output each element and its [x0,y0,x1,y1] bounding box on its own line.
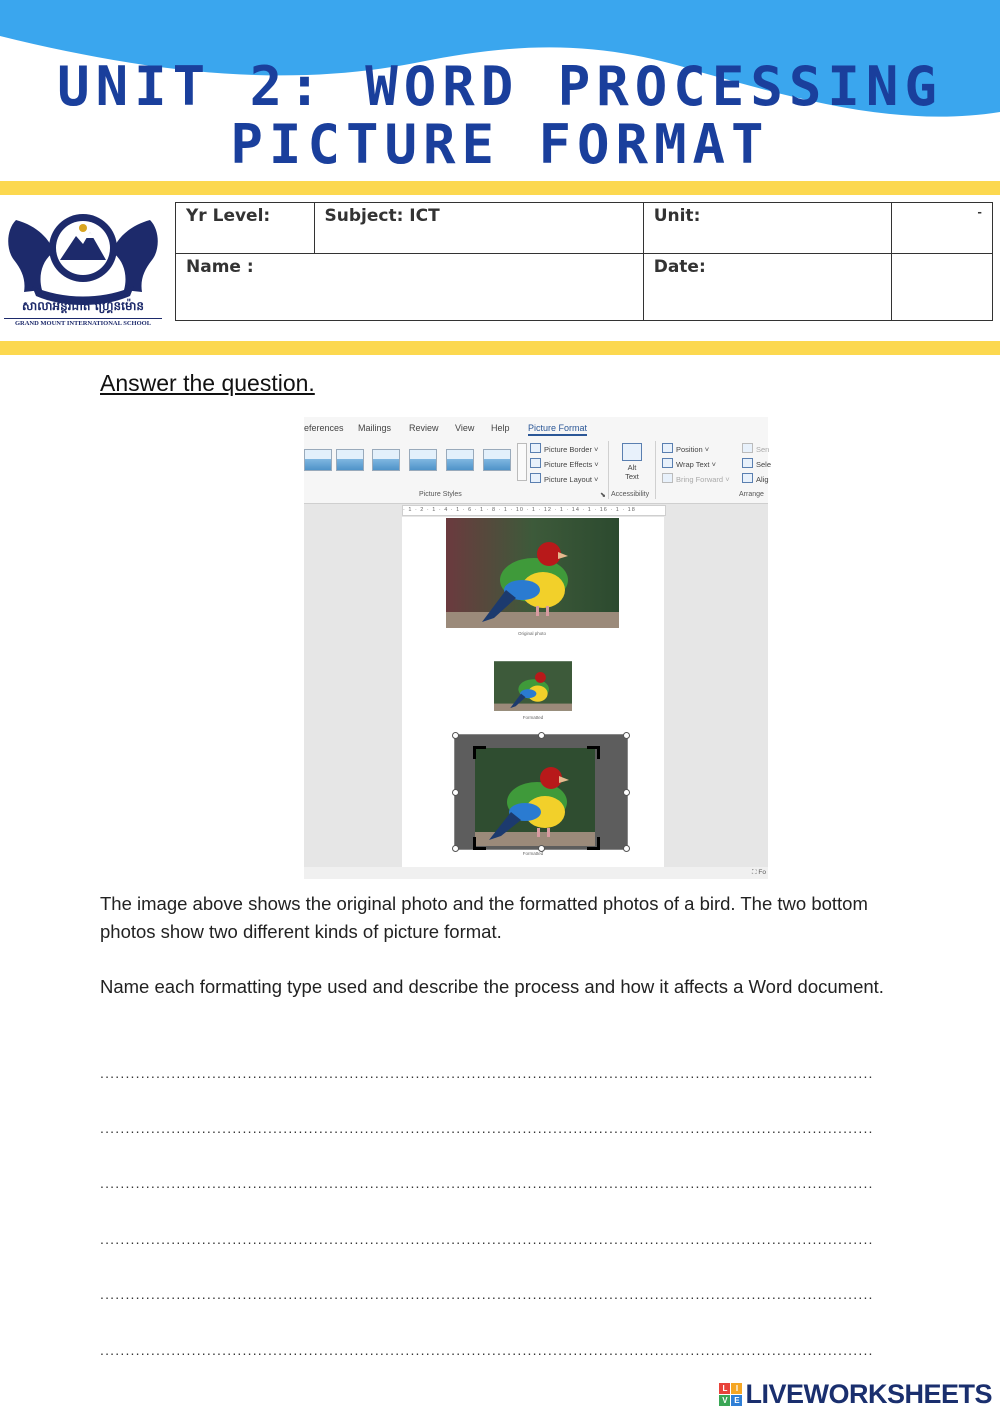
picture-effects-button[interactable]: Picture Effects ˅ [530,458,599,469]
resize-handle[interactable] [623,845,630,852]
picture-style-thumb[interactable] [372,449,400,471]
name-label: Name : [186,257,254,277]
yr-level-label: Yr Level: [186,206,271,226]
liveworksheets-logo-icon: L I V E [719,1383,742,1406]
send-backward-button[interactable]: Sen [742,443,769,454]
group-accessibility: Accessibility [611,491,650,498]
page-title-line-2: PICTURE FORMAT [230,113,770,176]
picture-style-thumb[interactable] [446,449,474,471]
answer-line-6[interactable]: ........................................................................................................................................................ [100,1342,874,1358]
document-ruler: · 1 · 2 · 1 · 4 · 1 · 6 · 1 · 8 · 1 · 10 · 1 · 12 · 1 · 14 · 1 · 16 · 1 · 18 [402,505,666,516]
corner-mark: - [977,206,982,219]
crop-handle[interactable] [473,837,486,850]
tab-review[interactable]: Review [409,423,439,433]
date-label: Date: [653,257,706,277]
caption-original: Original photo [517,631,547,636]
alt-text-icon [622,443,642,461]
description-paragraph: The image above shows the original photo and the formatted photos of a bird. The two bottom photos show two different kinds of picture format. [100,893,868,942]
unit-label: Unit: [653,206,701,226]
student-info-table [175,202,993,321]
resize-handle[interactable] [452,732,459,739]
tab-help[interactable]: Help [491,423,510,433]
group-picture-styles: Picture Styles [419,491,462,498]
answer-line-4[interactable]: ........................................................................................................................................................ [100,1231,874,1247]
name-cell[interactable] [176,254,644,321]
subject-cell [314,203,643,254]
word-screenshot [304,417,772,879]
top-yellow-band [0,181,1000,195]
group-arrange: Arrange [739,491,764,498]
bring-forward-icon [662,473,673,483]
question-paragraph: Name each formatting type used and describe the process and how it affects a Word document. [100,976,884,997]
picture-style-thumb[interactable] [483,449,511,471]
resize-handle[interactable] [623,789,630,796]
picture-layout-button[interactable]: Picture Layout ˅ [530,473,598,484]
resize-handle[interactable] [452,845,459,852]
selection-pane-button[interactable]: Sele [742,458,771,469]
resize-handle[interactable] [623,732,630,739]
tab-mailings[interactable]: Mailings [358,423,392,433]
page-title-line-1: UNIT 2: WORD PROCESSING [57,55,943,118]
bottom-yellow-band [0,341,1000,355]
alt-text-button[interactable]: Alt Text [622,443,642,481]
cropped-bird-photo[interactable] [475,748,595,846]
cropped-photo-frame[interactable] [454,734,628,850]
caption-formatted-1: Formatted [522,715,544,720]
subject-label: Subject: ICT [324,206,440,226]
blank-cell [891,254,992,321]
position-button[interactable]: Position ˅ [662,443,709,454]
answer-line-5[interactable]: ........................................................................................................................................................ [100,1286,874,1302]
caption-formatted-2: Formatted [522,851,544,856]
wrap-text-icon [662,458,673,468]
resize-handle[interactable] [538,732,545,739]
picture-border-button[interactable]: Picture Border ˅ [530,443,598,454]
word-status-bar [304,867,768,879]
liveworksheets-watermark [719,1378,992,1410]
logo-english-text: GRAND MOUNT INTERNATIONAL SCHOOL [4,318,162,327]
tab-references[interactable]: eferences [304,423,344,433]
tab-picture-format[interactable]: Picture Format [528,423,587,436]
selection-pane-icon [742,458,753,468]
picture-style-thumb[interactable] [409,449,437,471]
date-cell[interactable] [643,254,891,321]
logo-khmer-text: សាលាអន្តរជាតិ ហ្គ្រេនម៉ោន [21,299,144,313]
word-ribbon [304,417,772,504]
bring-forward-button[interactable]: Bring Forward ˅ [662,473,730,484]
focus-mode-button[interactable]: ⛶ Fo [752,869,766,876]
dialog-launcher-icon[interactable]: ⬊ [600,492,606,499]
align-icon [742,473,753,483]
answer-line-1[interactable]: ........................................................................................................................................................ [100,1065,874,1081]
answer-line-3[interactable]: ........................................................................................................................................................ [100,1175,874,1191]
document-page [402,517,664,867]
liveworksheets-wordmark: LIVEWORKSHEETS [745,1378,992,1409]
crop-handle[interactable] [587,746,600,759]
resized-bird-photo[interactable] [494,661,572,711]
crop-handle[interactable] [587,837,600,850]
send-backward-icon [742,443,753,453]
corner-cell [891,203,992,254]
original-bird-photo[interactable] [446,518,619,628]
unit-cell[interactable] [643,203,891,254]
position-icon [662,443,673,453]
crop-handle[interactable] [473,746,486,759]
ribbon-divider [655,441,656,499]
answer-line-2[interactable]: ........................................................................................................................................................ [100,1120,874,1136]
align-button[interactable]: Alig [742,473,769,484]
styles-scroll-arrows[interactable] [517,443,527,481]
ribbon-divider [608,441,609,499]
picture-layout-icon [530,473,541,483]
picture-style-thumb[interactable] [304,449,332,471]
picture-effects-icon [530,458,541,468]
wrap-text-button[interactable]: Wrap Text ˅ [662,458,716,469]
resize-handle[interactable] [452,789,459,796]
picture-border-icon [530,443,541,453]
yr-level-cell[interactable] [176,203,315,254]
tab-view[interactable]: View [455,423,475,433]
picture-style-thumb[interactable] [336,449,364,471]
instruction-heading: Answer the question. [100,370,315,396]
